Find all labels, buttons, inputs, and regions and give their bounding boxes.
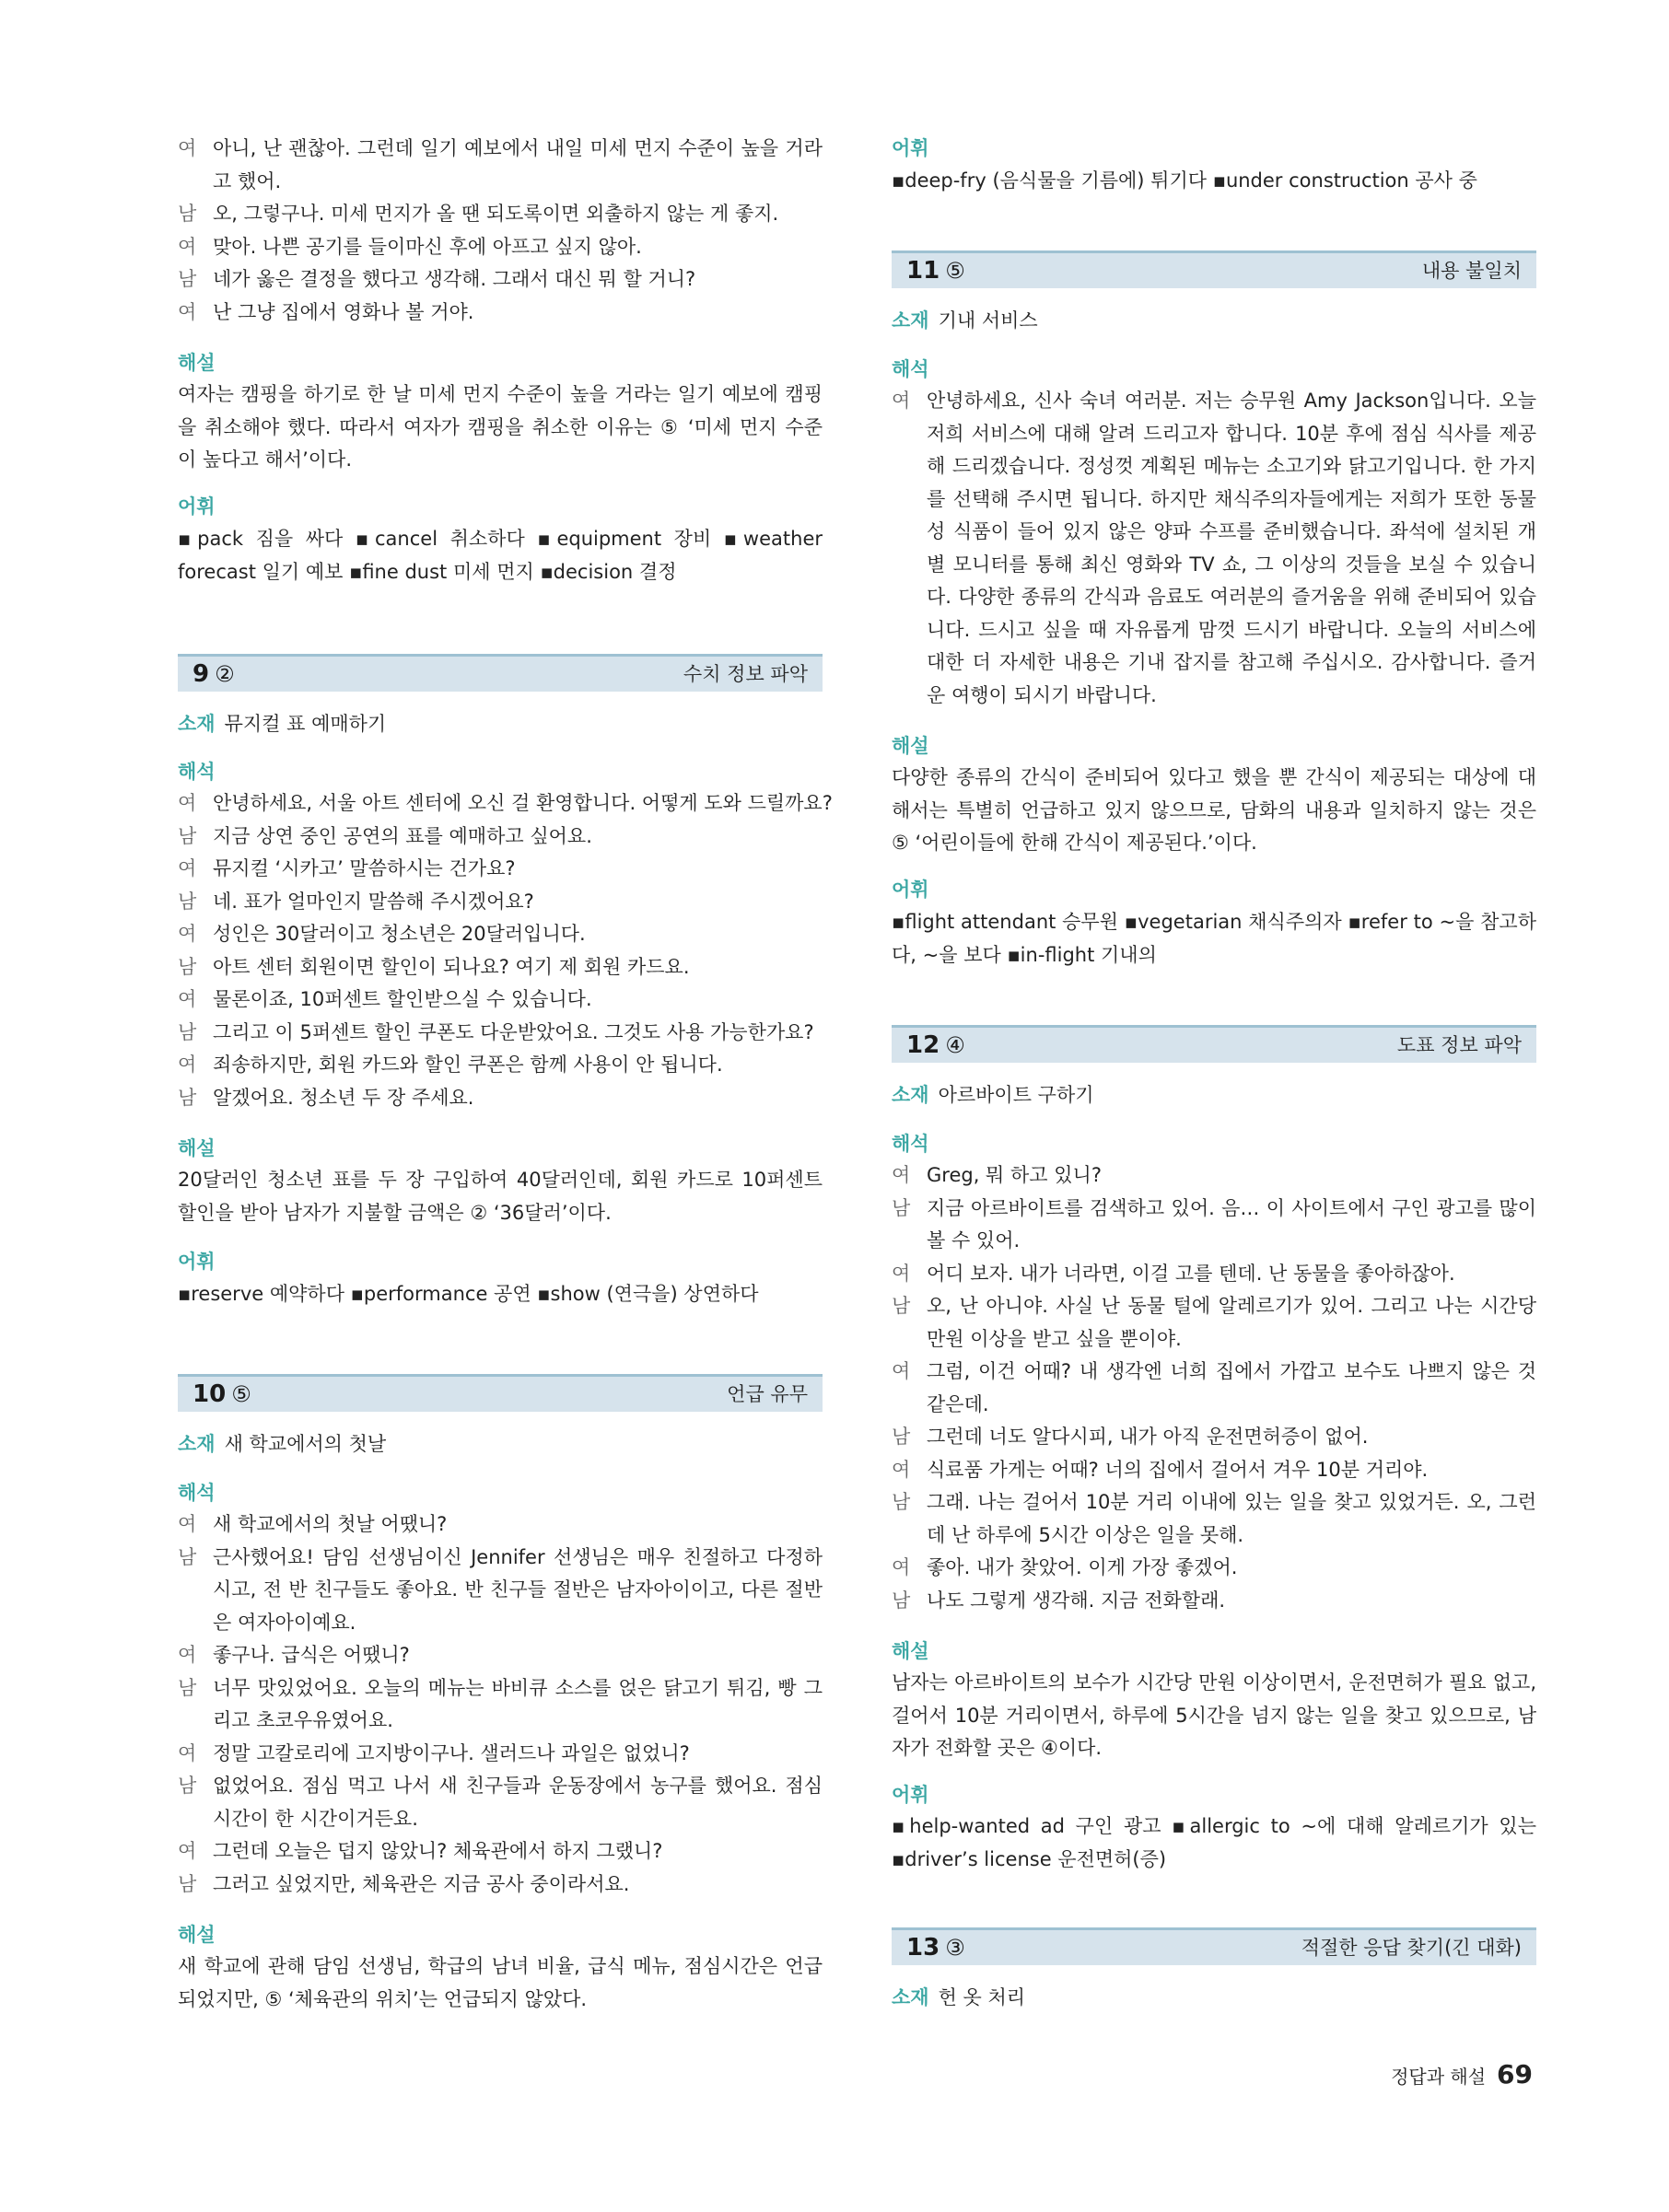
dialog-line <box>178 233 823 261</box>
dialog-text: 맞아. 나쁜 공기를 들이마신 후에 아프고 싶지 않아. <box>213 235 642 258</box>
page-number: 69 <box>1497 2059 1533 2090</box>
speaker-label: 여 <box>892 1262 911 1285</box>
eohwi-line: ▪driver’s license 운전면허(증) <box>892 1847 1167 1870</box>
speaker-label: 여 <box>892 1458 911 1481</box>
dialog-text: 시간이 한 시간이거든요. <box>213 1807 418 1830</box>
eohwi-label: 어휘 <box>892 137 929 159</box>
haeseok-label: 해석 <box>178 761 216 783</box>
dialog-text: 새 학교에서의 첫날 어땠니? <box>213 1513 448 1535</box>
dialog-text: 그런데 너도 알다시피, 내가 아직 운전면허증이 없어. <box>927 1426 1369 1448</box>
dialog-text: 볼 수 있어. <box>927 1229 1021 1252</box>
dialog-text: 좋구나. 급식은 어땠니? <box>213 1644 410 1666</box>
speaker-label: 여 <box>178 923 197 945</box>
q10-dialog-line <box>178 1740 823 1767</box>
q10-dialog-line <box>178 1805 823 1833</box>
q10-dialog-line <box>178 1510 823 1538</box>
eohwi-label: 어휘 <box>178 1251 216 1273</box>
sojae-label: 소재 <box>178 1433 216 1455</box>
dialog-text: 없었어요. 점심 먹고 나서 새 친구들과 운동장에서 농구를 했어요. 점심 <box>213 1775 823 1797</box>
haeseol-line: 걸어서 10분 거리이면서, 하루에 5시간을 넘지 않는 일을 찾고 있으므로, 남 <box>892 1704 1536 1727</box>
q12-dialog-line <box>892 1194 1536 1222</box>
dialog-text: 그런데 오늘은 덥지 않았니? 체육관에서 하지 그랬니? <box>213 1840 663 1862</box>
dialog-text: 만원 이상을 받고 싶을 뿐이야. <box>927 1327 1182 1350</box>
q12-header <box>892 1025 1536 1063</box>
sojae-label: 소재 <box>892 309 929 332</box>
dialog-text: 네가 옳은 결정을 했다고 생각해. 그래서 대신 뭐 할 거니? <box>213 268 696 290</box>
q9-dialog-line <box>178 920 823 948</box>
speaker-label: 남 <box>178 955 197 978</box>
question-number <box>906 1028 965 1063</box>
dialog-text: 데 난 하루에 5시간 이상은 일을 못해. <box>927 1523 1244 1546</box>
eohwi-line: ▪help-wanted ad 구인 광고 ▪allergic to ~에 대해 알레르기가 있는 <box>892 1815 1536 1837</box>
dialog-text: 리고 초코우유였어요. <box>213 1709 393 1731</box>
dialog-text: 고 했어. <box>213 169 282 192</box>
question-num: 12 <box>906 1031 940 1059</box>
q11-dialog-line <box>892 518 1536 545</box>
q12-dialog-line <box>892 1587 1536 1614</box>
q9-header <box>178 654 823 692</box>
q12-dialog-line <box>892 1456 1536 1484</box>
q12-dialog-line <box>892 1521 1536 1549</box>
haeseol-line: 다양한 종류의 간식이 준비되어 있다고 했을 뿐 간식이 제공되는 대상에 대 <box>892 766 1536 788</box>
q12-dialog-line <box>892 1161 1536 1189</box>
dialog-text: 그러고 싶었지만, 체육관은 지금 공사 중이라서요. <box>213 1872 630 1895</box>
speaker-label: 남 <box>892 1589 911 1612</box>
dialog-text: 같은데. <box>927 1392 989 1415</box>
question-num: 11 <box>906 257 940 285</box>
dialog-text: 물론이죠, 10퍼센트 할인받으실 수 있습니다. <box>213 988 592 1010</box>
q12-dialog-line <box>892 1357 1536 1385</box>
q11-dialog-line <box>892 616 1536 644</box>
sojae-value: 새 학교에서의 첫날 <box>224 1433 387 1455</box>
speaker-label: 여 <box>178 1644 197 1666</box>
speaker-label: 남 <box>892 1426 911 1448</box>
q11-dialog-line <box>892 420 1536 448</box>
eohwi-line: 다, ~을 보다 ▪in-flight 기내의 <box>892 943 1157 966</box>
speaker-label: 남 <box>178 824 197 847</box>
answer-mark: ⑤ <box>231 1381 251 1407</box>
q12-dialog-line <box>892 1423 1536 1450</box>
sojae-value: 기내 서비스 <box>938 309 1038 332</box>
q10-header <box>178 1374 823 1412</box>
dialog-line <box>178 134 823 162</box>
question-number <box>906 1930 965 1965</box>
q11-dialog-line <box>892 681 1536 709</box>
sojae-value: 아르바이트 구하기 <box>938 1084 1094 1106</box>
haeseol-line: 이 높다고 해서’이다. <box>178 448 352 471</box>
haeseol-line: 할인을 받아 남자가 지불할 금액은 ② ‘36달러’이다. <box>178 1201 612 1224</box>
haeseol-label: 해설 <box>892 735 929 757</box>
q9-dialog-line <box>178 1019 823 1046</box>
sojae-row <box>178 710 386 738</box>
q10-dialog-line <box>178 1837 823 1865</box>
speaker-label: 여 <box>178 137 197 159</box>
answer-mark: ③ <box>945 1935 965 1961</box>
question-number <box>193 1377 251 1412</box>
speaker-label: 여 <box>892 1556 911 1578</box>
haeseok-label: 해석 <box>892 358 929 380</box>
q12-dialog-line <box>892 1260 1536 1287</box>
haeseol-line: 을 취소해야 했다. 따라서 여자가 캠핑을 취소한 이유는 ⑤ ‘미세 먼지 수준 <box>178 415 823 438</box>
speaker-label: 여 <box>178 1840 197 1862</box>
haeseol-label: 해설 <box>178 1924 216 1946</box>
haeseol-line: 되었지만, ⑤ ‘체육관의 위치’는 언급되지 않았다. <box>178 1987 588 2010</box>
q9-dialog-line <box>178 888 823 915</box>
q11-dialog-line <box>892 485 1536 513</box>
dialog-text: 나도 그렇게 생각해. 지금 전화할래. <box>927 1589 1226 1612</box>
q9-dialog-line <box>178 1051 823 1078</box>
haeseol-line: 새 학교에 관해 담임 선생님, 학급의 남녀 비율, 급식 메뉴, 점심시간은 언급 <box>178 1955 823 1977</box>
answer-mark: ④ <box>945 1032 965 1058</box>
speaker-label: 남 <box>178 1086 197 1109</box>
speaker-label: 여 <box>178 792 197 814</box>
speaker-label: 여 <box>178 1741 197 1764</box>
question-num: 13 <box>906 1934 940 1962</box>
dialog-text: 그리고 이 5퍼센트 할인 쿠폰도 다운받았어요. 그것도 사용 가능한가요? <box>213 1020 814 1043</box>
q9-dialog-line <box>178 1084 823 1112</box>
haeseol-line: 남자는 아르바이트의 보수가 시간당 만원 이상이면서, 운전면허가 필요 없고, <box>892 1671 1536 1694</box>
question-category: 수치 정보 파악 <box>683 663 808 685</box>
speaker-label: 남 <box>178 1020 197 1043</box>
dialog-text: 니다. 드시고 싶을 때 자유롭게 맘껏 드시기 바랍니다. 오늘의 서비스에 <box>927 618 1536 641</box>
eohwi-line: ▪deep-fry (음식물을 기름에) 튀기다 ▪under construction 공사 중 <box>892 169 1477 192</box>
dialog-text: 성인은 30달러이고 청소년은 20달러입니다. <box>213 923 586 945</box>
speaker-label: 여 <box>892 1360 911 1382</box>
sojae-row <box>892 1984 1025 2011</box>
speaker-label: 남 <box>892 1491 911 1513</box>
answer-mark: ② <box>215 661 235 687</box>
dialog-text: 정말 고칼로리에 고지방이구나. 샐러드나 과일은 없었니? <box>213 1741 690 1764</box>
eohwi-line: forecast 일기 예보 ▪fine dust 미세 먼지 ▪decision 결정 <box>178 560 677 583</box>
dialog-text: 죄송하지만, 회원 카드와 할인 쿠폰은 함께 사용이 안 됩니다. <box>213 1054 723 1076</box>
sojae-label: 소재 <box>178 713 216 735</box>
q12-dialog-line <box>892 1488 1536 1516</box>
dialog-line <box>178 265 823 293</box>
q11-dialog-line <box>892 648 1536 676</box>
dialog-text: 오, 난 아니야. 사실 난 동물 털에 알레르기가 있어. 그리고 나는 시간당 <box>927 1295 1536 1317</box>
answer-mark: ⑤ <box>945 258 965 284</box>
q10-dialog-line <box>178 1641 823 1669</box>
question-category: 도표 정보 파악 <box>1396 1034 1522 1056</box>
dialog-text: 운 여행이 되시기 바랍니다. <box>927 683 1157 706</box>
dialog-text: 시고, 전 반 친구들도 좋아요. 반 친구들 절반은 남자아이이고, 다른 절반 <box>213 1578 823 1601</box>
sojae-label: 소재 <box>892 1986 929 2008</box>
q12-dialog-line <box>892 1325 1536 1353</box>
question-category: 내용 불일치 <box>1421 260 1522 282</box>
sojae-row <box>892 1081 1094 1109</box>
dialog-text: 어디 보자. 내가 너라면, 이걸 고를 텐데. 난 동물을 좋아하잖아. <box>927 1262 1455 1285</box>
q10-dialog-line <box>178 1706 823 1734</box>
dialog-text: 아트 센터 회원이면 할인이 되나요? 여기 제 회원 카드요. <box>213 955 690 978</box>
dialog-text: 그럼, 이건 어때? 내 생각엔 너희 집에서 가깝고 보수도 나쁘지 않은 것 <box>927 1360 1536 1382</box>
dialog-text: Greg, 뭐 하고 있니? <box>927 1164 1102 1186</box>
eohwi-label: 어휘 <box>178 495 216 518</box>
dialog-text: 아니, 난 괜찮아. 그런데 일기 예보에서 내일 미세 먼지 수준이 높을 거라 <box>213 137 823 159</box>
q10-dialog-line <box>178 1772 823 1799</box>
q12-dialog-line <box>892 1227 1536 1254</box>
q12-dialog-line <box>892 1391 1536 1418</box>
dialog-text: 지금 상연 중인 공연의 표를 예매하고 싶어요. <box>213 824 592 847</box>
dialog-text: 식료품 가게는 어때? 너의 집에서 걸어서 겨우 10분 거리야. <box>927 1458 1429 1481</box>
dialog-text: 별 모니터를 통해 최신 영화와 TV 쇼, 그 이상의 것들을 보실 수 있습니 <box>927 553 1536 576</box>
page-footer <box>1391 2059 1533 2092</box>
speaker-label: 남 <box>178 268 197 290</box>
eohwi-line: ▪reserve 예약하다 ▪performance 공연 ▪show (연극을) 상연하다 <box>178 1283 759 1305</box>
q11-dialog-line <box>892 452 1536 480</box>
q9-dialog-line <box>178 822 823 850</box>
dialog-text: 알겠어요. 청소년 두 장 주세요. <box>213 1086 474 1109</box>
sojae-row <box>178 1430 386 1458</box>
dialog-text: 근사했어요! 담임 선생님이신 Jennifer 선생님은 매우 친절하고 다정하 <box>213 1545 823 1568</box>
q11-header <box>892 250 1536 288</box>
dialog-text: 해 드리겠습니다. 정성껏 계획된 메뉴는 소고기와 닭고기입니다. 한 가지 <box>927 455 1536 477</box>
speaker-label: 남 <box>178 1775 197 1797</box>
sojae-row <box>892 307 1038 334</box>
dialog-text: 난 그냥 집에서 영화나 볼 거야. <box>213 300 474 323</box>
q9-dialog-line <box>178 789 833 817</box>
q10-dialog-line <box>178 1609 823 1636</box>
dialog-text: 은 여자아이예요. <box>213 1611 356 1634</box>
question-number <box>906 253 965 288</box>
speaker-label: 남 <box>892 1295 911 1317</box>
q12-dialog-line <box>892 1292 1536 1320</box>
q12-dialog-line <box>892 1554 1536 1581</box>
haeseol-line: 여자는 캠핑을 하기로 한 날 미세 먼지 수준이 높을 거라는 일기 예보에 캠핑 <box>178 383 823 405</box>
question-number <box>193 657 235 692</box>
speaker-label: 여 <box>178 1054 197 1076</box>
dialog-text: 뮤지컬 ‘시카고’ 말씀하시는 건가요? <box>213 857 516 879</box>
haeseol-line: 해서는 특별히 언급하고 있지 않으므로, 담화의 내용과 일치하지 않는 것은 <box>892 798 1536 821</box>
dialog-text: 저희 서비스에 대해 알려 드리고자 합니다. 10분 후에 점심 식사를 제공 <box>927 422 1536 445</box>
haeseok-label: 해석 <box>892 1133 929 1155</box>
dialog-text: 지금 아르바이트를 검색하고 있어. 음… 이 사이트에서 구인 광고를 많이 <box>927 1196 1536 1219</box>
q11-dialog-line <box>892 583 1536 611</box>
dialog-text: 성 식품이 들어 있지 않은 양파 수프를 준비했습니다. 좌석에 설치된 개 <box>927 520 1536 542</box>
dialog-text: 다. 다양한 종류의 간식과 음료도 여러분의 즐거움을 위해 준비되어 있습 <box>927 586 1536 608</box>
dialog-text: 안녕하세요, 신사 숙녀 여러분. 저는 승무원 Amy Jackson입니다. 오늘 <box>927 390 1536 412</box>
question-category: 언급 유무 <box>727 1383 808 1405</box>
q9-dialog-line <box>178 855 823 882</box>
dialog-text: 너무 맛있었어요. 오늘의 메뉴는 바비큐 소스를 얹은 닭고기 튀김, 빵 그 <box>213 1676 823 1699</box>
haeseok-label: 해석 <box>178 1482 216 1504</box>
dialog-line <box>178 200 823 227</box>
dialog-text: 대한 더 자세한 내용은 기내 잡지를 참고해 주십시오. 감사합니다. 즐거 <box>927 651 1536 673</box>
haeseol-label: 해설 <box>178 1137 216 1159</box>
eohwi-label: 어휘 <box>892 879 929 901</box>
dialog-text: 를 선택해 주시면 됩니다. 하지만 채식주의자들에게는 저희가 또한 동물 <box>927 487 1536 510</box>
haeseol-label: 해설 <box>892 1640 929 1662</box>
haeseol-line: 20달러인 청소년 표를 두 장 구입하여 40달러인데, 회원 카드로 10퍼센트 <box>178 1169 823 1191</box>
haeseol-line: 자가 전화할 곳은 ④이다. <box>892 1737 1103 1759</box>
haeseol-label: 해설 <box>178 352 216 374</box>
speaker-label: 여 <box>892 390 911 412</box>
q13-header <box>892 1927 1536 1965</box>
haeseol-line: ⑤ ‘어린이들에 한해 간식이 제공된다.’이다. <box>892 832 1257 854</box>
speaker-label: 남 <box>178 1872 197 1895</box>
speaker-label: 여 <box>178 988 197 1010</box>
dialog-text: 안녕하세요, 서울 아트 센터에 오신 걸 환영합니다. 어떻게 도와 드릴까요? <box>213 792 833 814</box>
q10-dialog-line <box>178 1543 823 1571</box>
question-num: 10 <box>193 1380 227 1408</box>
sojae-value: 헌 옷 처리 <box>938 1986 1026 2008</box>
speaker-label: 여 <box>178 857 197 879</box>
speaker-label: 남 <box>178 203 197 225</box>
question-category: 적절한 응답 찾기(긴 대화) <box>1301 1937 1522 1959</box>
q9-dialog-line <box>178 953 823 981</box>
speaker-label: 여 <box>178 300 197 323</box>
speaker-label: 여 <box>178 1513 197 1535</box>
q10-dialog-line <box>178 1576 823 1603</box>
speaker-label: 남 <box>178 1545 197 1568</box>
eohwi-label: 어휘 <box>892 1784 929 1806</box>
question-num: 9 <box>193 660 210 688</box>
speaker-label: 여 <box>892 1164 911 1186</box>
dialog-text: 그래. 나는 걸어서 10분 거리 이내에 있는 일을 찾고 있었거든. 오, 그런 <box>927 1491 1536 1513</box>
q10-dialog-line <box>178 1674 823 1702</box>
speaker-label: 남 <box>892 1196 911 1219</box>
sojae-label: 소재 <box>892 1084 929 1106</box>
eohwi-line: ▪pack 짐을 싸다 ▪cancel 취소하다 ▪equipment 장비 ▪weather <box>178 528 823 550</box>
dialog-text: 네. 표가 얼마인지 말씀해 주시겠어요? <box>213 890 534 913</box>
dialog-text: 오, 그렇구나. 미세 먼지가 올 땐 되도록이면 외출하지 않는 게 좋지. <box>213 203 779 225</box>
q11-dialog-line <box>892 387 1536 414</box>
sojae-value: 뮤지컬 표 예매하기 <box>224 713 387 735</box>
dialog-line <box>178 298 823 326</box>
dialog-text: 좋아. 내가 찾았어. 이게 가장 좋겠어. <box>927 1556 1238 1578</box>
q11-dialog-line <box>892 551 1536 578</box>
q10-dialog-line <box>178 1870 823 1898</box>
q9-dialog-line <box>178 985 823 1013</box>
footer-label: 정답과 해설 <box>1391 2066 1487 2088</box>
eohwi-line: ▪flight attendant 승무원 ▪vegetarian 채식주의자 ▪refer to ~을 참고하 <box>892 911 1536 933</box>
speaker-label: 남 <box>178 890 197 913</box>
speaker-label: 남 <box>178 1676 197 1699</box>
dialog-line <box>178 168 823 195</box>
speaker-label: 여 <box>178 235 197 258</box>
